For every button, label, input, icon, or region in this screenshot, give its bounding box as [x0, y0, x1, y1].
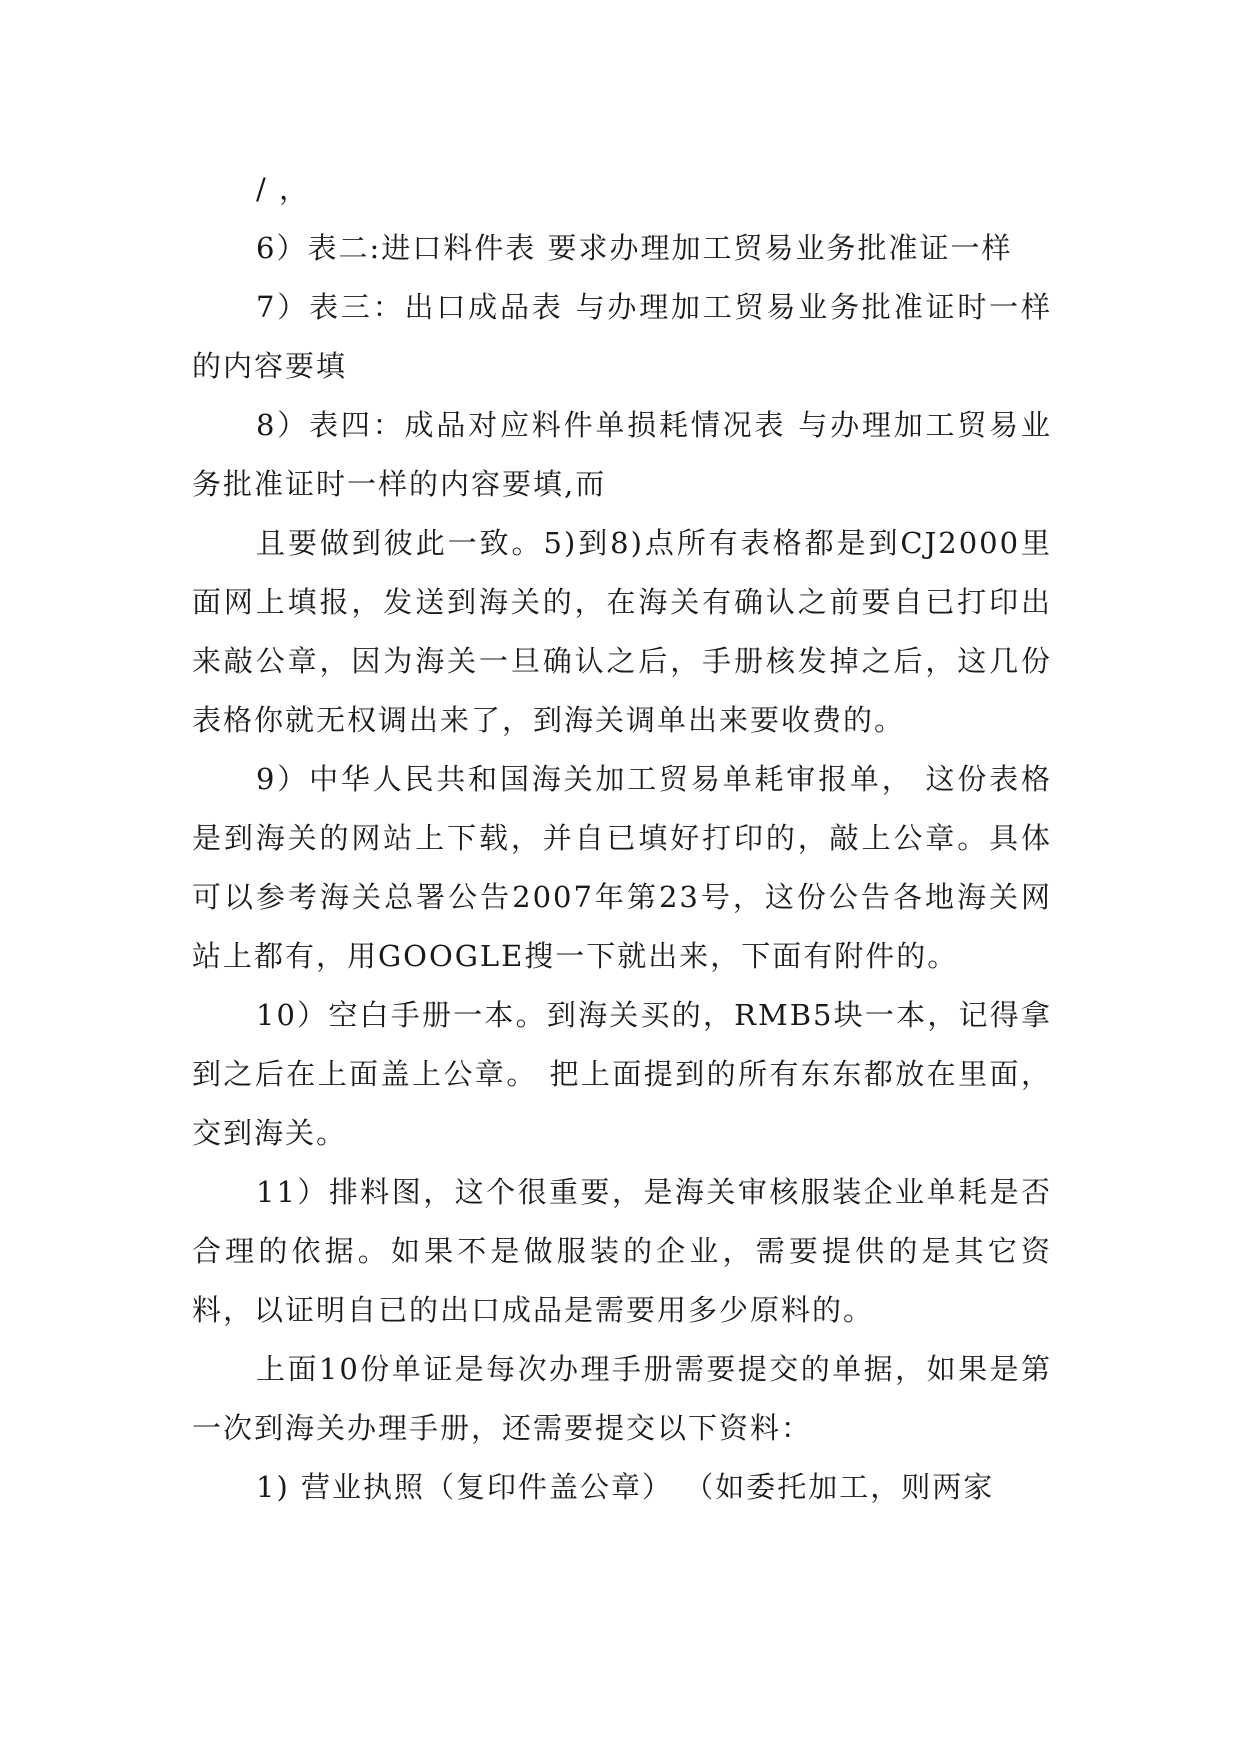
paragraph: / ， [256, 172, 310, 206]
paragraph: 9）中华人民共和国海关加工贸易单耗审报单， 这份表格是到海关的网站上下载，并自已填好打印的，敲上公章。具体可以参考海关总署公告2007年第23号，这份公告各地海关网站上都有，用GOOGLE搜一下就出来，下面有附件的。 [192, 762, 1052, 973]
paragraph: 1) 营业执照（复印件盖公章） （如委托加工，则两家 [256, 1470, 995, 1504]
paragraph: 8）表四：成品对应料件单损耗情况表 与办理加工贸易业务批准证时一样的内容要填,而 [192, 408, 1052, 501]
document-body [192, 160, 1052, 1517]
paragraph: 上面10份单证是每次办理手册需要提交的单据，如果是第一次到海关办理手册，还需要提交以下资料： [192, 1352, 1052, 1445]
paragraph: 6）表二:进口料件表 要求办理加工贸易业务批准证一样 [256, 231, 1013, 265]
paragraph: 11）排料图，这个很重要，是海关审核服装企业单耗是否合理的依据。如果不是做服装的企业，需要提供的是其它资料，以证明自已的出口成品是需要用多少原料的。 [192, 1175, 1052, 1327]
paragraph: 且要做到彼此一致。5)到8)点所有表格都是到CJ2000里面网上填报，发送到海关的，在海关有确认之前要自已打印出来敲公章，因为海关一旦确认之后，手册核发掉之后，这几份表格你就无权调出来了，到海关调单出来要收费的。 [192, 526, 1052, 737]
paragraph: 10）空白手册一本。到海关买的，RMB5块一本，记得拿到之后在上面盖上公章。 把上面提到的所有东东都放在里面，交到海关。 [192, 998, 1052, 1150]
paragraph: 7）表三：出口成品表 与办理加工贸易业务批准证时一样的内容要填 [192, 290, 1052, 383]
